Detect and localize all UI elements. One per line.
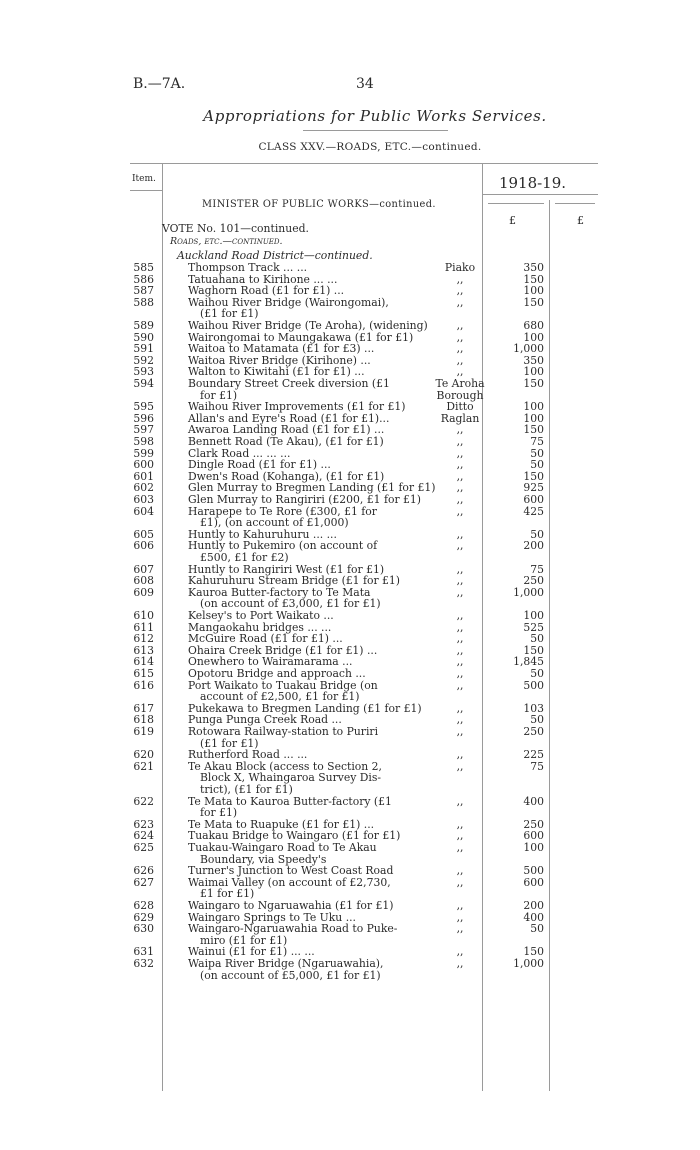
item-number: 589 [133,319,154,332]
item-amount: 100 [523,609,544,622]
class-heading: CLASS XXV.—ROADS, ETC.—continued. [258,141,482,153]
item-number: 598 [133,435,154,448]
item-locality: ,, [456,585,464,599]
item-locality: Ditto [446,400,474,414]
roads-heading: Roads, etc.—continued. [170,236,283,247]
item-description: Waingaro-Ngaruawahia Road to Puke- [188,922,398,936]
item-number: 611 [133,620,154,634]
item-amount: 250 [523,725,544,738]
item-description: Te Akau Block (access to Section 2, [188,759,382,773]
item-locality: ,, [456,899,464,912]
item-description: Huntly to Rangiriri West (£1 for £1) [188,562,385,576]
item-amount: 100 [523,411,544,425]
item-number: 620 [133,748,154,762]
item-amount: 50 [530,527,544,541]
item-amount: 150 [523,945,544,959]
item-amount: 400 [523,794,544,808]
item-description: Walton to Kiwitahi (£1 for £1) ... [188,365,365,379]
item-description-continuation: (£1 for £1) [200,736,259,750]
item-amount: 150 [523,423,544,437]
item-description: Waghorn Road (£1 for £1) ... [188,284,345,298]
vote-heading: VOTE No. 101—continued. [162,222,309,235]
item-number: 594 [133,377,154,390]
amount-subcolumn-divider [549,200,550,1091]
item-amount: 50 [530,667,544,680]
item-locality: ,, [456,609,464,622]
item-locality: ,, [456,446,464,460]
item-locality: ,, [456,295,464,309]
item-locality: ,, [456,678,464,692]
item-locality: ,, [456,701,464,715]
item-amount: 100 [523,284,544,298]
item-description: Clark Road ... ... ... [188,446,291,460]
item-amount: 100 [523,330,544,344]
item-column-divider [162,163,163,1091]
item-locality: ,, [456,365,464,379]
item-locality: ,, [456,527,464,541]
item-number: 604 [133,504,154,518]
item-locality: ,, [456,458,464,472]
item-amount: 350 [523,353,544,367]
item-number: 612 [133,632,154,646]
item-description: Mangaokahu bridges ... ... [188,620,332,634]
item-amount: 50 [530,922,544,936]
item-locality: ,, [456,539,464,553]
item-locality: ,, [456,632,464,646]
item-amount: 250 [523,817,544,831]
item-number: 621 [133,759,154,773]
item-amount: 225 [523,748,544,762]
item-description-continuation: trict), (£1 for £1) [200,783,293,796]
item-locality: ,, [456,423,464,437]
item-description-continuation: (£1 for £1) [200,307,259,321]
item-amount: 400 [523,910,544,924]
item-locality: ,, [456,655,464,669]
item-locality: ,, [456,945,464,959]
item-amount: 925 [523,481,544,495]
item-description: Waitoa to Matamata (£1 for £3) ... [188,342,375,356]
item-locality: ,, [456,748,464,762]
item-locality: ,, [456,435,464,448]
item-description-continuation: Boundary, via Speedy's [200,852,327,866]
item-number: 599 [133,446,154,460]
item-locality: ,, [456,504,464,518]
item-description-continuation: (on account of £3,000, £1 for £1) [200,597,381,611]
item-amount: 100 [523,365,544,379]
item-amount: 150 [523,295,544,309]
item-number: 605 [133,527,154,541]
item-description: Bennett Road (Te Akau), (£1 for £1) [188,435,384,448]
item-number: 597 [133,423,154,437]
item-number: 629 [133,910,154,924]
item-number: 614 [133,655,154,669]
item-number: 586 [133,272,154,286]
item-description: Waingaro Springs to Te Uku ... [188,910,356,924]
item-number: 619 [133,725,154,738]
item-description: Port Waikato to Tuakau Bridge (on [188,678,378,692]
item-description: Waihou River Bridge (Te Aroha), (widening) [188,319,428,332]
item-description: Opotoru Bridge and approach ... [188,667,366,680]
item-number: 601 [133,469,154,483]
item-description: Boundary Street Creek diversion (£1 [188,377,390,390]
item-locality: ,, [456,864,464,878]
item-description: Pukekawa to Bregmen Landing (£1 for £1) [188,701,422,715]
item-number: 617 [133,701,154,715]
item-description: Waihou River Bridge (Wairongomai), [188,295,389,309]
item-amount: 680 [523,319,544,332]
amount-head-rule-1 [488,203,544,204]
item-locality: ,, [456,922,464,936]
item-number: 590 [133,330,154,344]
item-description: Tuakau-Waingaro Road to Te Akau [188,841,377,854]
item-locality: ,, [456,620,464,634]
item-number: 592 [133,353,154,367]
item-locality: ,, [456,957,464,970]
item-locality: ,, [456,910,464,924]
item-description: Tatuahana to Kirihone ... ... [188,272,338,286]
item-description: Waingaro to Ngaruawahia (£1 for £1) [188,899,394,912]
item-number: 608 [133,574,154,588]
item-description: Rotowara Railway-station to Puriri [188,725,379,738]
item-description-continuation: for £1) [200,806,238,820]
item-amount: 600 [523,875,544,889]
item-locality: ,, [456,330,464,344]
item-locality: Te Aroha [435,377,485,390]
page-title: Appropriations for Public Works Services. [203,107,547,125]
item-description: Wainui (£1 for £1) ... ... [188,945,315,959]
item-description: Waihou River Improvements (£1 for £1) [188,400,406,414]
item-locality: Borough [436,388,484,402]
item-locality: ,, [456,725,464,738]
item-amount: 1,000 [513,957,544,970]
item-description: Huntly to Kahuruhuru ... ... [188,527,337,541]
item-locality: ,, [456,759,464,773]
item-number: 623 [133,817,154,831]
item-description: Awaroa Landing Road (£1 for £1) ... [188,423,385,437]
item-amount: 1,845 [513,655,544,669]
item-number: 602 [133,481,154,495]
item-description: Huntly to Pukemiro (on account of [188,539,378,553]
item-amount: 500 [523,864,544,878]
item-description: Kelsey's to Port Waikato ... [188,609,334,622]
item-number: 632 [133,957,154,970]
item-number: 591 [133,342,154,356]
item-amount: 350 [523,261,544,274]
item-amount: 50 [530,458,544,472]
district-heading: Auckland Road District—continued. [177,249,373,262]
item-locality: ,, [456,562,464,576]
item-head-rule [130,190,162,191]
item-amount: 600 [523,829,544,843]
item-amount: 425 [523,504,544,518]
item-description-continuation: £1), (on account of £1,000) [200,516,349,530]
item-locality: ,, [456,353,464,367]
item-amount: 103 [523,701,544,715]
minister-heading: MINISTER OF PUBLIC WORKS—continued. [202,199,436,210]
item-description: Turner's Junction to West Coast Road [188,864,394,878]
item-number: 595 [133,400,154,414]
document-reference: B.—7A. [133,76,186,92]
item-description: Kauroa Butter-factory to Te Mata [188,585,371,599]
item-locality: ,, [456,713,464,727]
item-amount: 150 [523,643,544,657]
item-description-continuation: £1 for £1) [200,887,255,901]
item-locality: ,, [456,794,464,808]
item-locality: ,, [456,284,464,298]
item-number: 625 [133,841,154,854]
pound-symbol-column-2: £ [577,214,584,227]
item-description: Waitoa River Bridge (Kirihone) ... [188,353,371,367]
item-locality: ,, [456,841,464,854]
item-amount: 75 [530,562,544,576]
item-description: Glen Murray to Bregmen Landing (£1 for £1) [188,481,436,495]
item-number: 596 [133,411,154,425]
item-number: 631 [133,945,154,959]
item-number: 622 [133,794,154,808]
item-number: 628 [133,899,154,912]
table-top-rule [130,163,598,164]
item-number: 587 [133,284,154,298]
pound-symbol-column-1: £ [509,214,516,227]
item-description: Te Mata to Ruapuke (£1 for £1) ... [188,817,375,831]
item-amount: 75 [530,435,544,448]
item-locality: ,, [456,272,464,286]
item-locality: Raglan [440,411,480,425]
item-description: Tuakau Bridge to Waingaro (£1 for £1) [188,829,401,843]
item-column-header: Item. [132,174,156,184]
item-description: Dingle Road (£1 for £1) ... [188,458,331,472]
item-locality: ,, [456,469,464,483]
item-locality: ,, [456,574,464,588]
year-head-rule [483,194,598,195]
item-number: 607 [133,562,154,576]
item-locality: ,, [456,817,464,831]
item-number: 606 [133,539,154,553]
item-description: Harapepe to Te Rore (£300, £1 for [188,504,377,518]
item-locality: ,, [456,319,464,332]
item-amount: 1,000 [513,342,544,356]
item-number: 616 [133,678,154,692]
item-description: Dwen's Road (Kohanga), (£1 for £1) [188,469,385,483]
item-amount: 100 [523,400,544,414]
item-description: Waimai Valley (on account of £2,730, [188,875,391,889]
item-description-continuation: Block X, Whaingaroa Survey Dis- [200,771,382,785]
item-number: 613 [133,643,154,657]
item-description-continuation: for £1) [200,388,238,402]
item-locality: ,, [456,481,464,495]
item-amount: 50 [530,632,544,646]
item-description: Punga Punga Creek Road ... [188,713,342,727]
item-description: Wairongomai to Maungakawa (£1 for £1) [188,330,414,344]
item-amount: 500 [523,678,544,692]
item-number: 618 [133,713,154,727]
item-description: Kahuruhuru Stream Bridge (£1 for £1) [188,574,400,588]
item-number: 600 [133,458,154,472]
item-number: 609 [133,585,154,599]
title-divider [303,130,448,131]
item-description: Glen Murray to Rangiriri (£200, £1 for £1) [188,493,421,506]
item-number: 593 [133,365,154,379]
item-number: 603 [133,493,154,506]
item-number: 627 [133,875,154,889]
page-number: 34 [356,76,374,92]
item-amount: 250 [523,574,544,588]
year-column-header: 1918-19. [498,174,567,192]
item-amount: 50 [530,713,544,727]
item-description-continuation: (on account of £5,000, £1 for £1) [200,968,381,982]
item-locality: Piako [444,261,476,274]
item-number: 615 [133,667,154,680]
item-amount: 200 [523,539,544,553]
item-description-continuation: £500, £1 for £2) [200,551,289,564]
item-description: Allan's and Eyre's Road (£1 for £1)... [188,411,390,425]
item-amount: 1,000 [513,585,544,599]
item-locality: ,, [456,829,464,843]
item-description: McGuire Road (£1 for £1) ... [188,632,343,646]
item-description: Onewhero to Wairamarama ... [188,655,353,669]
item-description: Waipa River Bridge (Ngaruawahia), [188,957,384,970]
item-description: Thompson Track ... ... [188,261,308,274]
item-description-continuation: account of £2,500, £1 for £1) [200,690,360,704]
item-locality: ,, [456,875,464,889]
item-number: 630 [133,922,154,936]
item-amount: 50 [530,446,544,460]
item-amount: 200 [523,899,544,912]
item-amount: 525 [523,620,544,634]
item-amount: 150 [523,469,544,483]
item-locality: ,, [456,493,464,506]
item-number: 610 [133,609,154,622]
item-number: 585 [133,261,154,274]
item-number: 588 [133,295,154,309]
item-amount: 150 [523,272,544,286]
item-amount: 600 [523,493,544,506]
item-number: 624 [133,829,154,843]
item-locality: ,, [456,667,464,680]
item-locality: ,, [456,342,464,356]
item-description-continuation: miro (£1 for £1) [200,933,288,947]
amount-head-rule-2 [555,203,595,204]
item-description: Ohaira Creek Bridge (£1 for £1) ... [188,643,378,657]
item-description: Rutherford Road ... ... [188,748,308,762]
item-amount: 150 [523,377,544,390]
item-description: Te Mata to Kauroa Butter-factory (£1 [188,794,392,808]
item-amount: 100 [523,841,544,854]
item-number: 626 [133,864,154,878]
item-amount: 75 [530,759,544,773]
item-locality: ,, [456,643,464,657]
